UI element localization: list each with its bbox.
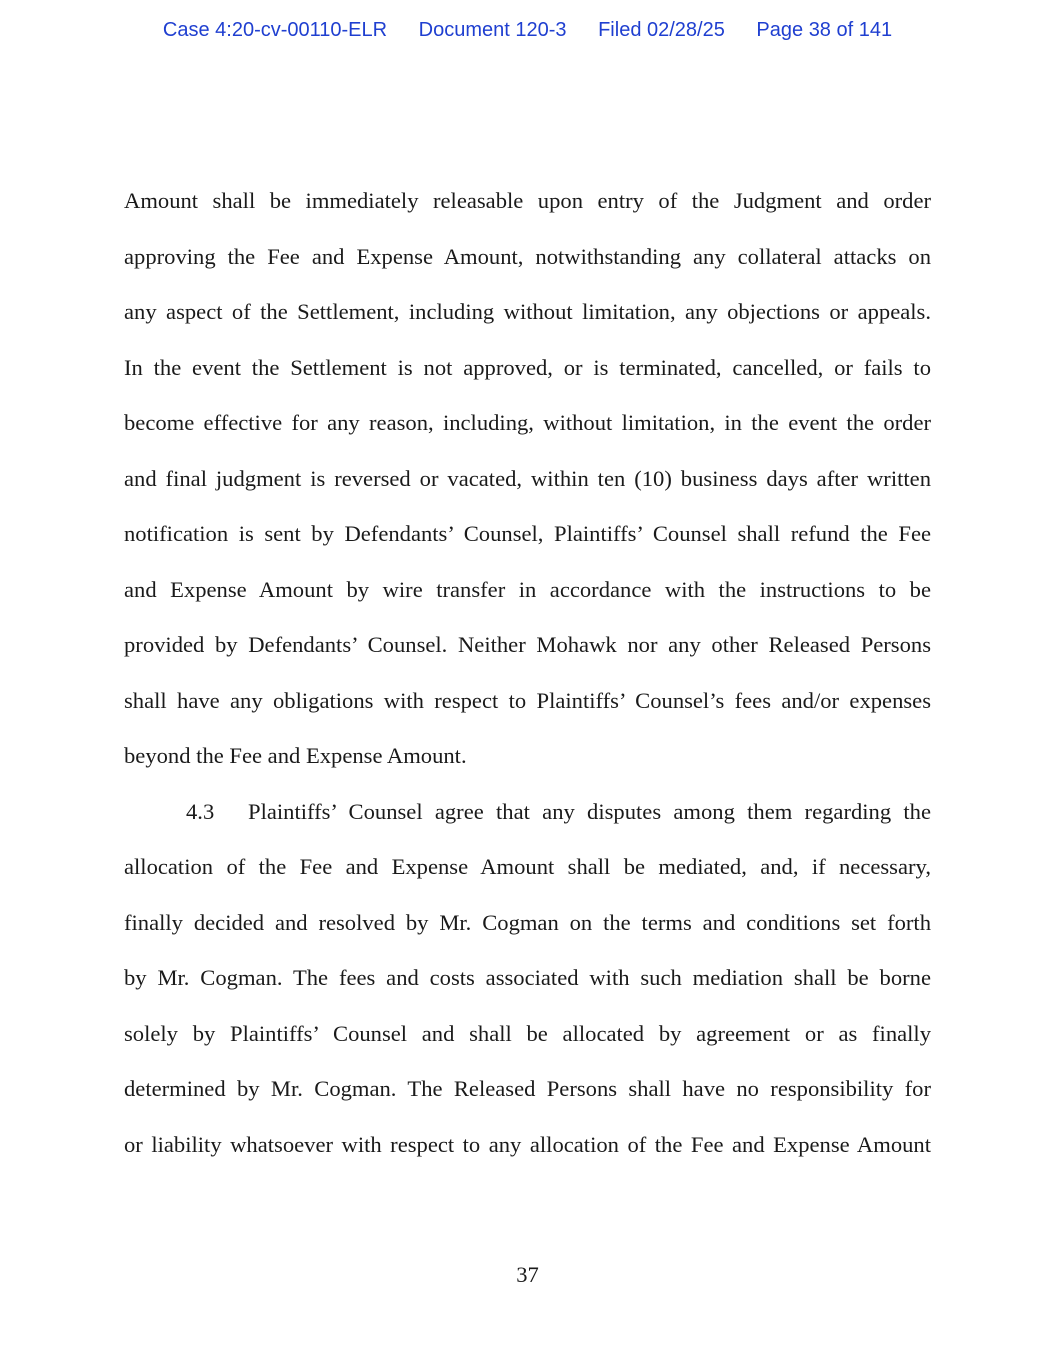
case-number: Case 4:20-cv-00110-ELR	[162, 19, 388, 41]
text-line: beyond the Fee and Expense Amount.	[124, 743, 467, 768]
text-line: finally decided and resolved by Mr. Cogman on the terms and conditions set forth	[124, 909, 931, 935]
text-line: notification is sent by Defendants’ Counsel, Plaintiffs’ Counsel shall refund the Fee	[124, 521, 931, 546]
text-line: solely by Plaintiffs’ Counsel and shall be allocated by agreement or as finally	[124, 1020, 931, 1046]
text-line: by Mr. Cogman. The fees and costs associated with such mediation shall be borne	[124, 965, 931, 990]
text-line: allocation of the Fee and Expense Amount shall be mediated, and, if necessary,	[124, 854, 931, 879]
text-line: shall have any obligations with respect to Plaintiffs’ Counsel’s fees and/or expenses	[124, 687, 931, 713]
ecf-filing-header	[0, 19, 1055, 42]
body-text	[124, 173, 931, 1172]
text-line: Amount shall be immediately releasable upon entry of the Judgment and order	[124, 188, 931, 213]
text-line: Plaintiffs’ Counsel agree that any disputes among them regarding the	[248, 798, 931, 824]
document-number: Document 120-3	[418, 19, 567, 41]
text-line: determined by Mr. Cogman. The Released Persons shall have no responsibility for	[124, 1076, 931, 1101]
filed-date: Filed 02/28/25	[598, 19, 725, 41]
page-number: 37	[516, 1262, 539, 1287]
text-line: or liability whatsoever with respect to any allocation of the Fee and Expense Amount	[124, 1131, 931, 1157]
text-line: become effective for any reason, including, without limitation, in the event the order	[124, 410, 931, 435]
text-line: In the event the Settlement is not approved, or is terminated, cancelled, or fails to	[124, 354, 931, 380]
text-line: approving the Fee and Expense Amount, notwithstanding any collateral attacks on	[124, 243, 931, 269]
section-number: 4.3	[186, 798, 215, 824]
text-line: provided by Defendants’ Counsel. Neither Mohawk nor any other Released Persons	[124, 632, 931, 657]
text-line: and final judgment is reversed or vacated, within ten (10) business days after written	[124, 465, 931, 491]
text-line: any aspect of the Settlement, including without limitation, any objections or appeals.	[124, 299, 931, 324]
text-line: and Expense Amount by wire transfer in accordance with the instructions to be	[124, 576, 931, 602]
page-count: Page 38 of 141	[756, 19, 893, 41]
section-4-3-first-line	[124, 784, 931, 840]
